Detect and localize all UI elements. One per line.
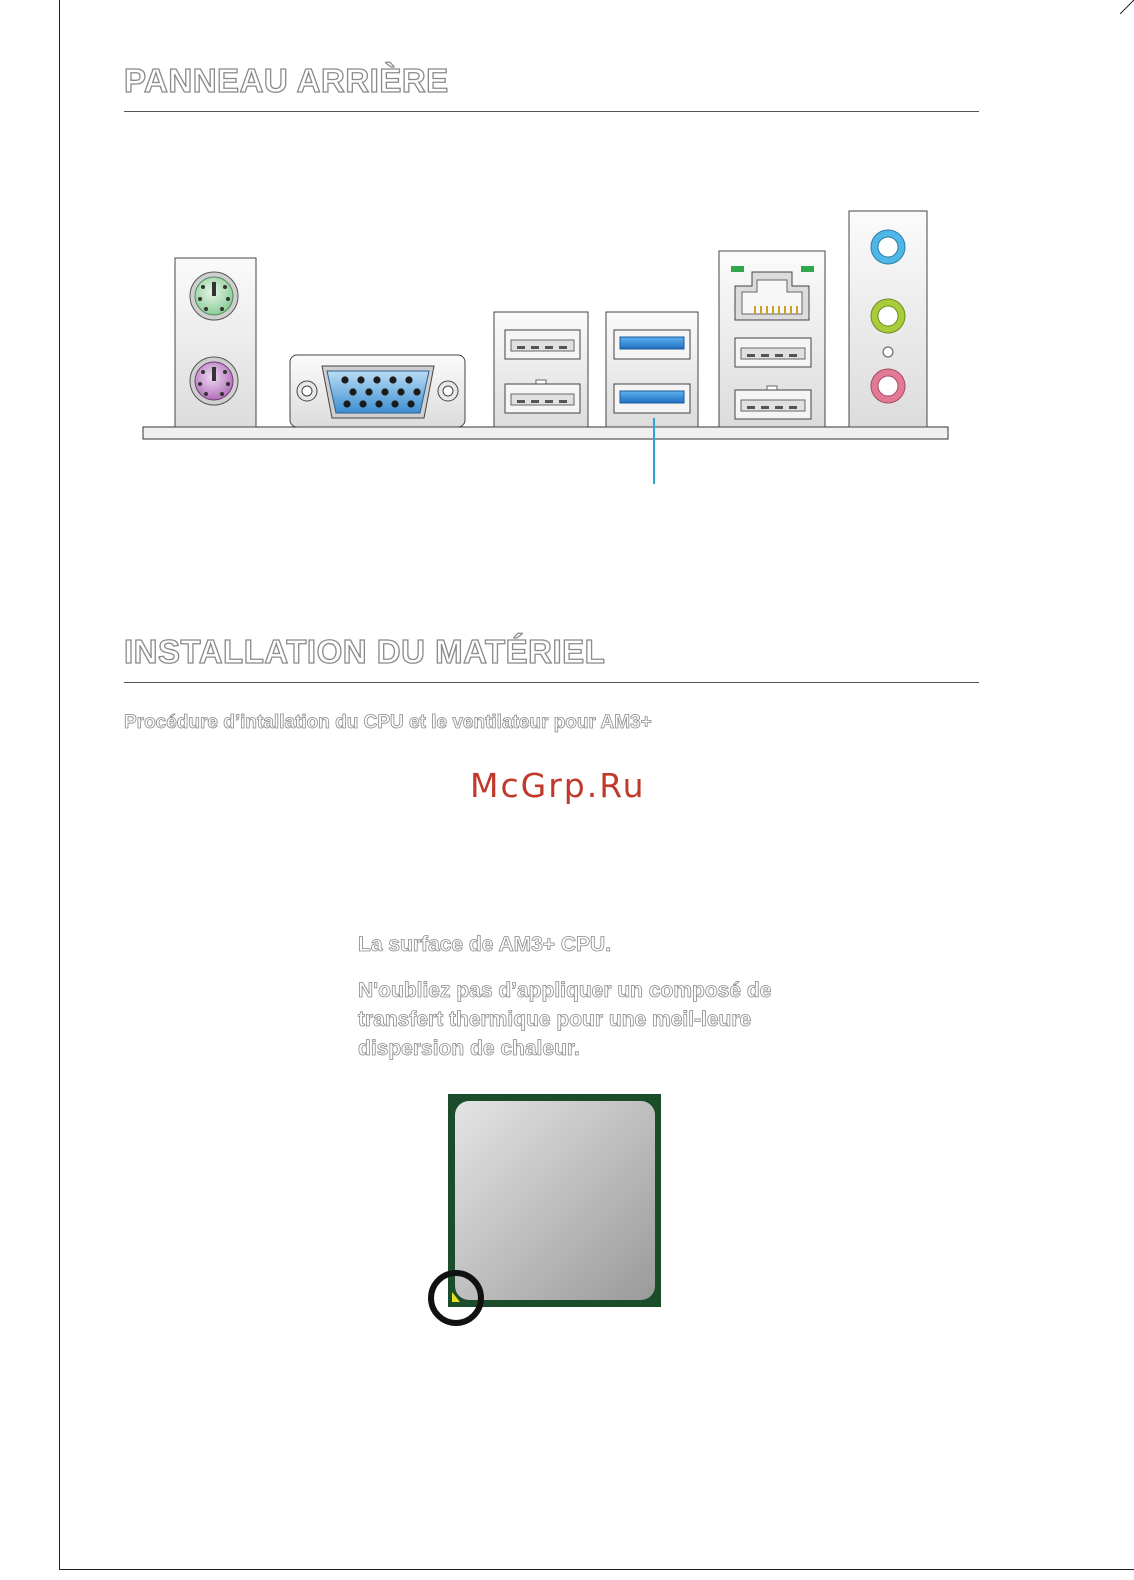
cpu-surface-note: La surface de AM3+ CPU. [358, 933, 612, 956]
hardware-install-title: INSTALLATION DU MATÉRIEL [124, 633, 606, 670]
page-border-bottom [59, 1569, 1134, 1570]
cpu-install-subheading: Procédure d’intallation du CPU et le ventilateur pour AM3+ [124, 712, 652, 733]
thermal-compound-note: N'oubliez pas d’appliquer un composé de transfert thermique pour une meil-leure dispersion de chaleur. [358, 979, 772, 1060]
watermark: McGrp.Ru [470, 766, 646, 805]
cpu-icon [431, 1094, 661, 1323]
rear-panel-title: PANNEAU ARRIÈRE [124, 62, 449, 99]
